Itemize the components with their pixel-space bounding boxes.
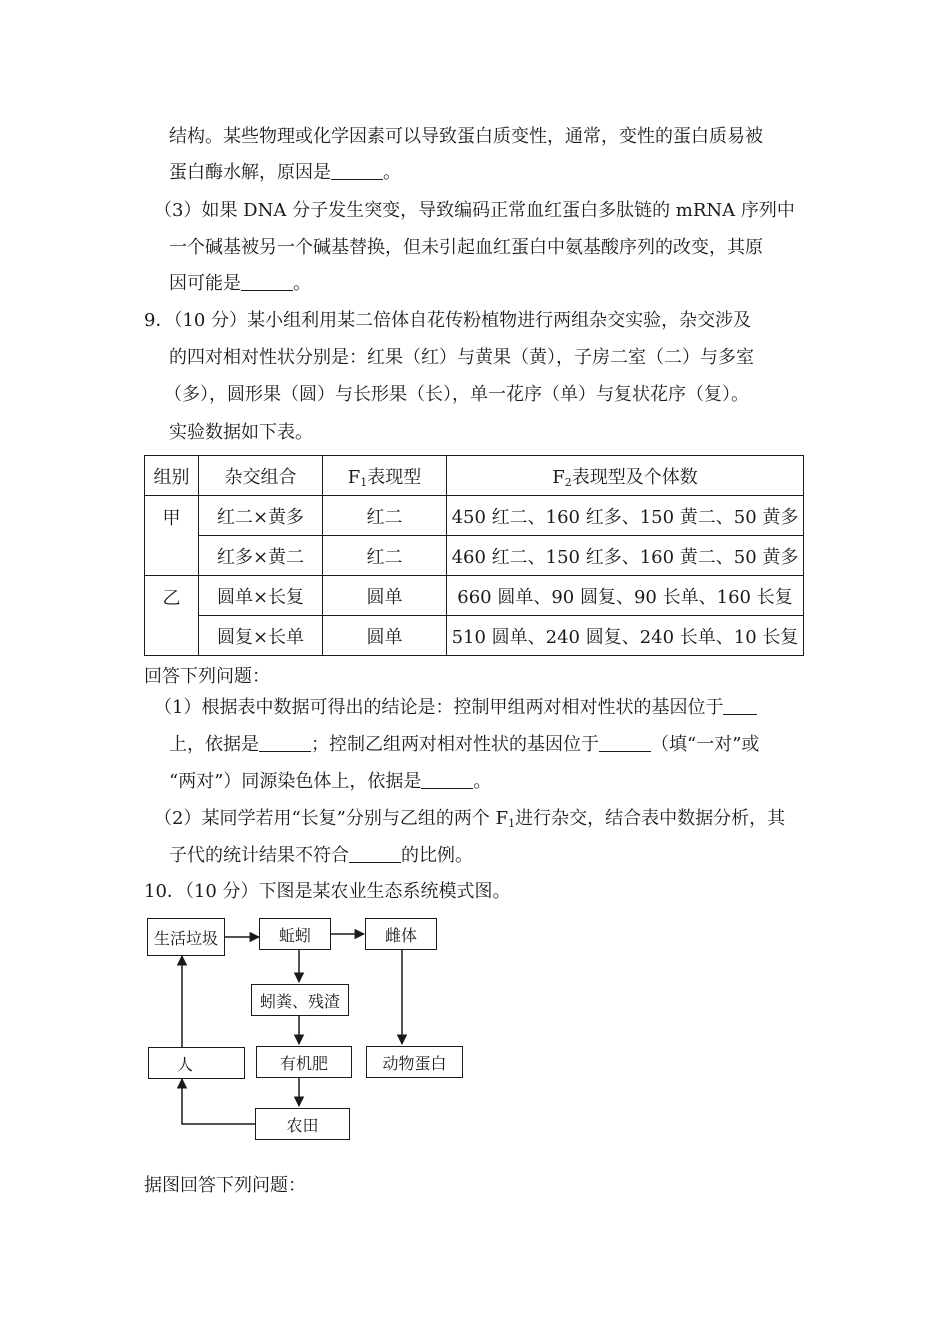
f2-cell: 450 红二、160 红多、150 黄二、50 黄多 xyxy=(447,496,804,536)
text-line: 结构。某些物理或化学因素可以导致蛋白质变性，通常，变性的蛋白质易被 xyxy=(169,126,763,147)
text-seg: 子代的统计结果不符合 xyxy=(169,845,349,866)
text-seg: 因可能是 xyxy=(169,273,241,294)
header-f1-sub: 1 xyxy=(360,475,368,489)
box-chick: 雌体 xyxy=(365,918,437,950)
f2-cell: 460 红二、150 红多、160 黄二、50 黄多 xyxy=(447,536,804,576)
question-9-header: 9．（10 分）某小组利用某二倍体自花传粉植物进行两组杂交实验，杂交涉及 xyxy=(144,310,752,331)
text-line xyxy=(154,806,785,837)
header-f2 xyxy=(447,456,804,496)
text-line: 据图回答下列问题： xyxy=(144,1175,306,1196)
header-cross: 杂交组合 xyxy=(199,456,323,496)
answer-blank[interactable] xyxy=(259,733,311,752)
text-line: 的四对相对性状分别是：红果（红）与黄果（黄），子房二室（二）与多室 xyxy=(169,347,754,368)
f1-cell: 红二 xyxy=(323,536,447,576)
text-line xyxy=(169,769,491,795)
text-seg: “两对”）同源染色体上，依据是 xyxy=(169,771,422,792)
f2-cell: 510 圆单、240 圆复、240 长单、10 长复 xyxy=(447,616,804,656)
arrow-field-to-person xyxy=(182,1079,255,1124)
text-seg: （2）某同学若用“长复”分别与乙组的两个 F xyxy=(154,808,509,829)
answer-blank[interactable] xyxy=(723,696,757,715)
box-field: 农田 xyxy=(255,1108,350,1140)
text-line: 一个碱基被另一个碱基替换，但未引起血红蛋白中氨基酸序列的改变，其原 xyxy=(169,237,763,258)
cross-cell: 圆复×长单 xyxy=(199,616,323,656)
table-row xyxy=(145,576,804,616)
ecosystem-diagram xyxy=(145,914,475,1144)
answer-blank[interactable] xyxy=(331,161,383,180)
text-seg: 上，依据是 xyxy=(169,734,259,755)
cross-cell: 红多×黄二 xyxy=(199,536,323,576)
text-line xyxy=(169,160,401,186)
f1-cell: 圆单 xyxy=(323,576,447,616)
text-seg: 的比例。 xyxy=(401,845,473,866)
table-row xyxy=(145,616,804,656)
f2-cell: 660 圆单、90 圆复、90 长单、160 长复 xyxy=(447,576,804,616)
text-line: 实验数据如下表。 xyxy=(169,422,313,443)
text-line xyxy=(169,271,311,297)
text-line: （多），圆形果（圆）与长形果（长），单一花序（单）与复状花序（复）。 xyxy=(164,384,749,405)
f1-cell: 圆单 xyxy=(323,616,447,656)
table-row xyxy=(145,496,804,536)
header-f2-sub: 2 xyxy=(564,475,572,489)
header-f2-letter: F xyxy=(552,466,565,488)
answer-blank[interactable] xyxy=(599,733,651,752)
header-f1-label: 表现型 xyxy=(367,466,422,488)
f1-cell: 红二 xyxy=(323,496,447,536)
header-f1-letter: F xyxy=(347,466,361,488)
cross-cell: 红二×黄多 xyxy=(199,496,323,536)
text-seg: 。 xyxy=(293,273,311,294)
answer-blank[interactable] xyxy=(349,844,401,863)
box-protein: 动物蛋白 xyxy=(366,1046,463,1078)
text-line xyxy=(169,843,473,869)
text-seg: 。 xyxy=(383,162,401,183)
text-line xyxy=(154,695,757,721)
experiment-table xyxy=(144,455,804,656)
header-f2-label: 表现型及个体数 xyxy=(571,466,698,488)
cross-cell: 圆单×长复 xyxy=(199,576,323,616)
group-cell: 甲 xyxy=(145,496,199,576)
header-f1 xyxy=(323,456,447,496)
text-seg: 。 xyxy=(473,771,492,792)
table-row xyxy=(145,536,804,576)
text-line xyxy=(169,732,759,758)
box-earthworm: 蚯蚓 xyxy=(259,918,331,950)
header-group: 组别 xyxy=(145,456,199,496)
answer-blank[interactable] xyxy=(421,770,473,789)
box-person: 人 xyxy=(148,1047,245,1079)
text-seg: （填“一对”或 xyxy=(651,734,760,755)
box-fertilizer: 有机肥 xyxy=(256,1046,352,1078)
answer-intro: 回答下列问题： xyxy=(144,666,270,687)
text-seg: 蛋白酶水解，原因是 xyxy=(169,162,331,183)
table-header-row xyxy=(145,456,804,496)
text-line: （3）如果 DNA 分子发生突变，导致编码正常血红蛋白多肽链的 mRNA 序列中 xyxy=(154,200,795,221)
box-residue: 蚓粪、残渣 xyxy=(251,984,349,1016)
box-garbage: 生活垃圾 xyxy=(147,918,225,956)
group-cell: 乙 xyxy=(145,576,199,656)
subscript: 1 xyxy=(508,817,516,830)
text-seg: （1）根据表中数据可得出的结论是：控制甲组两对相对性状的基因位于 xyxy=(154,697,724,718)
question-10-header: 10．（10 分）下图是某农业生态系统模式图。 xyxy=(144,881,511,902)
answer-blank[interactable] xyxy=(241,272,293,291)
text-seg: ；控制乙组两对相对性状的基因位于 xyxy=(311,734,599,755)
text-seg: 进行杂交，结合表中数据分析，其 xyxy=(515,808,786,829)
